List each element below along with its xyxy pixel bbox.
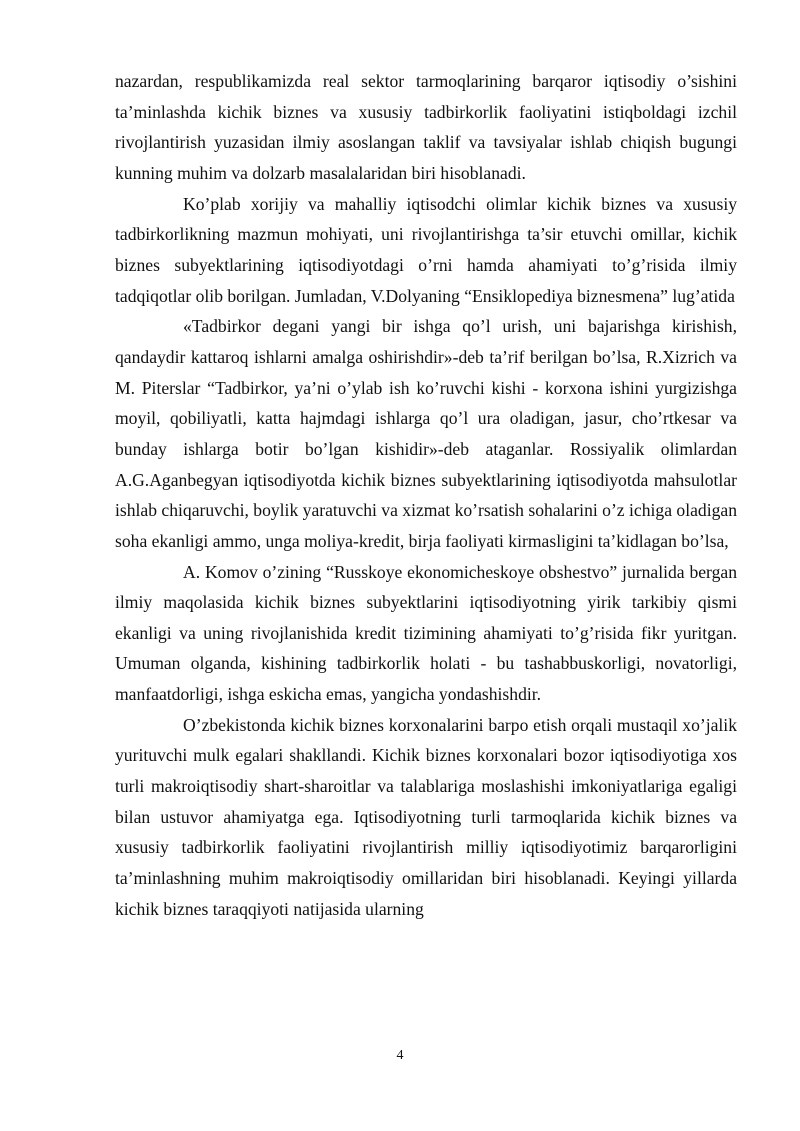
paragraph-uzbekistan: O’zbekistonda kichik biznes korxonalarini barpo etish orqali mustaqil xo’jalik yurituvchi mulk egalari shakllandi. Kichik biznes korxonalari bozor iqtisodiyotiga xos turli makroiqtisodiy shart-sharoitlar va talablariga moslashishi imkoniyatlariga egaligi bilan ustuvor ahamiyatga ega. Iqtisodiyotning turli tarmoqlarida kichik biznes va xususiy tadbirkorlik faoliyatini rivojlantirish milliy iqtisodiyotimiz barqarorligini ta’minlashning muhim makroiqtisodiy omillaridan biri hisoblanadi. Keyingi yillarda kichik biznes taraqqiyoti natijasida ularning [115, 714, 737, 919]
paragraph-continuation: nazardan, respublikamizda real sektor tarmoqlarining barqaror iqtisodiy o’sishini ta’minlashda kichik biznes va xususiy tadbirkorlik faoliyatini istiqboldagi izchil rivojlantirish yuzasidan ilmiy asoslangan taklif va tavsiyalar ishlab chiqish bugungi kunning muhim va dolzarb masalalaridan biri hisoblanadi. [115, 71, 737, 183]
page-number: 4 [396, 1048, 404, 1063]
paragraph-scholars-intro: Ko’plab xorijiy va mahalliy iqtisodchi olimlar kichik biznes va xususiy tadbirkorlikning mazmun mohiyati, uni rivojlantirishga ta’sir etuvchi omillar, kichik biznes subyektlarining iqtisodiyotdagi o’rni hamda ahamiyati to’g’risida ilmiy tadqiqotlar olib borilgan. Jumladan, V.Dolyaning “Ensiklopediya biznesmena” lug’atida [115, 193, 737, 306]
paragraph-definitions: «Tadbirkor degani yangi bir ishga qo’l urish, uni bajarishga kirishish, qandaydir kattaroq ishlarni amalga oshirishdir»-deb ta’rif berilgan bo’lsa, R.Xizrich va M. Piterslar “Tadbirkor, ya’ni o’ylab ish ko’ruvchi kishi - korxona ishini yurgizishga moyil, qobiliyatli, katta hajmdagi ishlarga qo’l ura oladigan, jasur, cho’rtkesar va bunday ishlarga botir bo’lgan kishidir»-deb ataganlar. Rossiyalik olimlardan A.G.Aganbegyan iqtisodiyotda kichik biznes subyektlarining iqtisodiyotda mahsulotlar ishlab chiqaruvchi, boylik yaratuvchi va xizmat ko’rsatish sohalarini o’z ichiga oladigan soha ekanligi ammo, unga moliya-kredit, birja faoliyati kirmasligini ta’kidlagan bo’lsa, [115, 316, 737, 551]
body-text [115, 66, 737, 924]
paragraph-komov: A. Komov o’zining “Russkoye ekonomicheskoye obshestvo” jurnalida bergan ilmiy maqolasida kichik biznes subyektlarini iqtisodiyotning yirik tarkibiy qismi ekanligi va uning rivojlanishida kredit tizimining ahamiyati to’g’risida fikr yuritgan. Umuman olganda, kishining tadbirkorlik holati - bu tashabbuskorligi, novatorligi, manfaatdorligi, ishga eskicha emas, yangicha yondashishdir. [115, 561, 737, 705]
